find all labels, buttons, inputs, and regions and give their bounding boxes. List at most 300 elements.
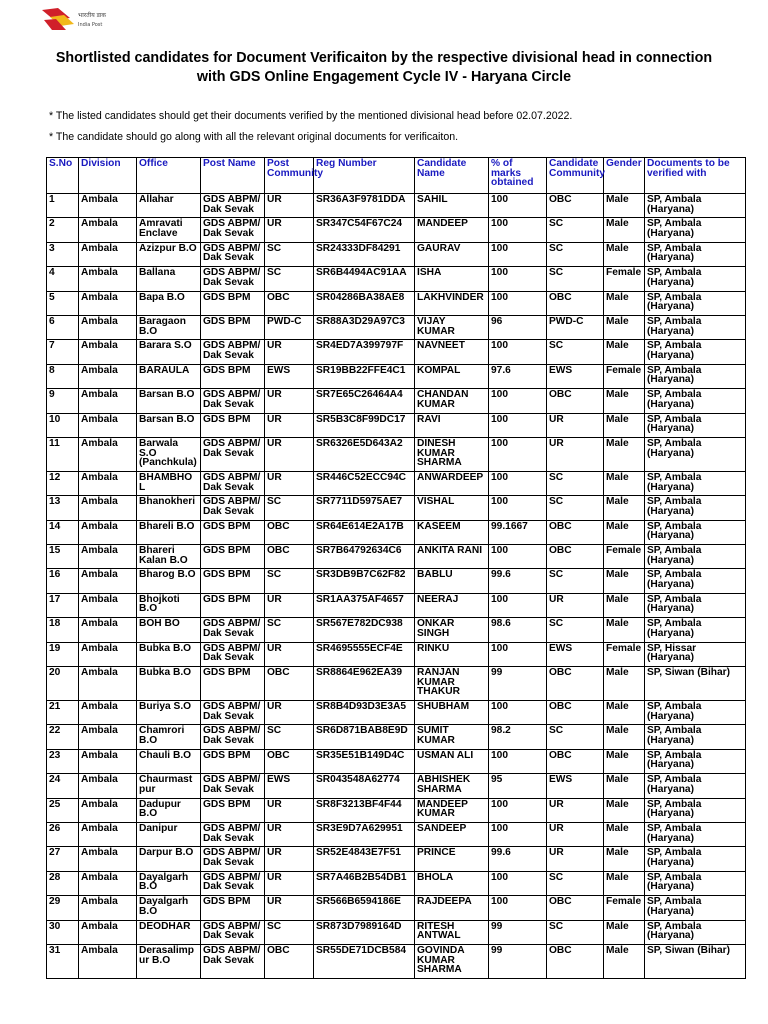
cell-division: Ambala xyxy=(79,774,137,798)
cell-post-community: UR xyxy=(265,896,314,920)
col-header-candidate-name: Candidate Name xyxy=(415,158,489,194)
cell-office: BOH BO xyxy=(137,618,201,642)
cell-post-community: UR xyxy=(265,218,314,242)
table-row xyxy=(47,822,746,846)
cell-marks: 100 xyxy=(489,267,547,291)
cell-reg-number: SR043548A62774 xyxy=(314,774,415,798)
table-body xyxy=(47,194,746,979)
cell-reg-number: SR6D871BAB8E9D xyxy=(314,725,415,749)
cell-marks: 100 xyxy=(489,471,547,495)
cell-office: Azizpur B.O xyxy=(137,242,201,266)
table-row xyxy=(47,725,746,749)
cell-documents: SP, Ambala (Haryana) xyxy=(645,822,746,846)
cell-post-name: GDS BPM xyxy=(201,520,265,544)
page-title xyxy=(30,49,738,87)
cell-sno: 12 xyxy=(47,471,79,495)
cell-marks: 99 xyxy=(489,667,547,701)
cell-sno: 27 xyxy=(47,847,79,871)
cell-candidate-community: SC xyxy=(547,218,604,242)
cell-documents: SP, Ambala (Haryana) xyxy=(645,774,746,798)
cell-gender: Male xyxy=(604,593,645,617)
cell-office: Dadupur B.O xyxy=(137,798,201,822)
cell-documents: SP, Ambala (Haryana) xyxy=(645,798,746,822)
cell-office: Barwala S.O (Panchkula) xyxy=(137,437,201,471)
cell-documents: SP, Ambala (Haryana) xyxy=(645,496,746,520)
cell-marks: 99 xyxy=(489,920,547,944)
cell-candidate-name: RINKU xyxy=(415,642,489,666)
table-row xyxy=(47,593,746,617)
cell-sno: 31 xyxy=(47,944,79,978)
table-row xyxy=(47,437,746,471)
cell-division: Ambala xyxy=(79,218,137,242)
cell-division: Ambala xyxy=(79,725,137,749)
cell-office: Bubka B.O xyxy=(137,642,201,666)
cell-candidate-name: RAJDEEPA xyxy=(415,896,489,920)
cell-post-name: GDS BPM xyxy=(201,315,265,339)
cell-reg-number: SR4ED7A399797F xyxy=(314,340,415,364)
cell-marks: 96 xyxy=(489,315,547,339)
cell-post-community: SC xyxy=(265,725,314,749)
cell-division: Ambala xyxy=(79,437,137,471)
cell-candidate-community: SC xyxy=(547,920,604,944)
cell-division: Ambala xyxy=(79,315,137,339)
cell-sno: 24 xyxy=(47,774,79,798)
cell-division: Ambala xyxy=(79,267,137,291)
cell-documents: SP, Ambala (Haryana) xyxy=(645,520,746,544)
col-header-sno: S.No xyxy=(47,158,79,194)
cell-office: Ballana xyxy=(137,267,201,291)
cell-post-community: SC xyxy=(265,242,314,266)
cell-post-name: GDS BPM xyxy=(201,364,265,388)
cell-sno: 18 xyxy=(47,618,79,642)
cell-division: Ambala xyxy=(79,618,137,642)
cell-post-name: GDS ABPM/ Dak Sevak xyxy=(201,437,265,471)
cell-marks: 98.2 xyxy=(489,725,547,749)
cell-documents: SP, Ambala (Haryana) xyxy=(645,218,746,242)
cell-marks: 100 xyxy=(489,749,547,773)
cell-division: Ambala xyxy=(79,545,137,569)
cell-gender: Male xyxy=(604,569,645,593)
cell-post-community: SC xyxy=(265,496,314,520)
table-row xyxy=(47,847,746,871)
cell-candidate-name: VISHAL xyxy=(415,496,489,520)
cell-office: Baragaon B.O xyxy=(137,315,201,339)
cell-marks: 100 xyxy=(489,545,547,569)
cell-marks: 95 xyxy=(489,774,547,798)
cell-gender: Male xyxy=(604,315,645,339)
table-row xyxy=(47,944,746,978)
cell-reg-number: SR8B4D93D3E3A5 xyxy=(314,701,415,725)
table-row xyxy=(47,520,746,544)
table-row xyxy=(47,340,746,364)
col-header-reg-number: Reg Number xyxy=(314,158,415,194)
cell-sno: 26 xyxy=(47,822,79,846)
cell-sno: 9 xyxy=(47,389,79,413)
cell-post-community: SC xyxy=(265,920,314,944)
cell-division: Ambala xyxy=(79,364,137,388)
table-row xyxy=(47,701,746,725)
col-header-documents: Documents to be verified with xyxy=(645,158,746,194)
cell-marks: 100 xyxy=(489,218,547,242)
cell-sno: 23 xyxy=(47,749,79,773)
cell-post-name: GDS BPM xyxy=(201,798,265,822)
cell-post-community: UR xyxy=(265,798,314,822)
cell-marks: 100 xyxy=(489,340,547,364)
cell-post-community: UR xyxy=(265,194,314,218)
cell-reg-number: SR3DB9B7C62F82 xyxy=(314,569,415,593)
cell-candidate-name: USMAN ALI xyxy=(415,749,489,773)
cell-documents: SP, Ambala (Haryana) xyxy=(645,545,746,569)
note-2: * The candidate should go along with all the relevant original documents for verificaiton. xyxy=(49,131,459,143)
cell-candidate-name: NAVNEET xyxy=(415,340,489,364)
cell-division: Ambala xyxy=(79,920,137,944)
cell-office: Danipur xyxy=(137,822,201,846)
table-header-row xyxy=(47,158,746,194)
cell-marks: 100 xyxy=(489,642,547,666)
notes xyxy=(49,109,572,151)
candidates-table xyxy=(46,157,746,979)
cell-candidate-community: UR xyxy=(547,822,604,846)
cell-gender: Male xyxy=(604,520,645,544)
cell-post-name: GDS ABPM/ Dak Sevak xyxy=(201,701,265,725)
cell-marks: 97.6 xyxy=(489,364,547,388)
cell-marks: 100 xyxy=(489,896,547,920)
cell-candidate-name: NEERAJ xyxy=(415,593,489,617)
cell-post-name: GDS BPM xyxy=(201,413,265,437)
title-line-1: Shortlisted candidates for Document Verificaiton by the respective divisional head in connection xyxy=(55,50,713,66)
cell-reg-number: SR1AA375AF4657 xyxy=(314,593,415,617)
col-header-marks: % of marks obtained xyxy=(489,158,547,194)
cell-candidate-community: SC xyxy=(547,267,604,291)
col-header-post-community: Post Community xyxy=(265,158,314,194)
cell-documents: SP, Ambala (Haryana) xyxy=(645,413,746,437)
cell-gender: Female xyxy=(604,267,645,291)
cell-gender: Male xyxy=(604,667,645,701)
cell-gender: Male xyxy=(604,242,645,266)
cell-post-name: GDS ABPM/ Dak Sevak xyxy=(201,218,265,242)
cell-marks: 100 xyxy=(489,593,547,617)
cell-candidate-name: GAURAV xyxy=(415,242,489,266)
cell-reg-number: SR347C54F67C24 xyxy=(314,218,415,242)
cell-post-community: UR xyxy=(265,642,314,666)
cell-division: Ambala xyxy=(79,569,137,593)
table-row xyxy=(47,618,746,642)
cell-post-name: GDS ABPM/ Dak Sevak xyxy=(201,920,265,944)
cell-documents: SP, Ambala (Haryana) xyxy=(645,701,746,725)
cell-candidate-name: KASEEM xyxy=(415,520,489,544)
cell-marks: 100 xyxy=(489,242,547,266)
title-line-2: with GDS Online Engagement Cycle IV - Haryana Circle xyxy=(196,69,572,85)
table-row xyxy=(47,291,746,315)
table-row xyxy=(47,569,746,593)
cell-marks: 99 xyxy=(489,944,547,978)
cell-candidate-community: EWS xyxy=(547,364,604,388)
cell-candidate-community: SC xyxy=(547,618,604,642)
cell-documents: SP, Ambala (Haryana) xyxy=(645,194,746,218)
table-row xyxy=(47,364,746,388)
cell-sno: 20 xyxy=(47,667,79,701)
cell-reg-number: SR7E65C26464A4 xyxy=(314,389,415,413)
cell-office: Allahar xyxy=(137,194,201,218)
cell-candidate-name: LAKHVINDER xyxy=(415,291,489,315)
cell-candidate-community: SC xyxy=(547,471,604,495)
cell-reg-number: SR36A3F9781DDA xyxy=(314,194,415,218)
cell-marks: 100 xyxy=(489,413,547,437)
cell-marks: 100 xyxy=(489,496,547,520)
cell-sno: 4 xyxy=(47,267,79,291)
cell-division: Ambala xyxy=(79,340,137,364)
cell-documents: SP, Ambala (Haryana) xyxy=(645,871,746,895)
cell-office: BHAMBHO L xyxy=(137,471,201,495)
cell-candidate-name: SANDEEP xyxy=(415,822,489,846)
cell-reg-number: SR7B64792634C6 xyxy=(314,545,415,569)
cell-candidate-name: GOVINDA KUMAR SHARMA xyxy=(415,944,489,978)
cell-post-community: UR xyxy=(265,413,314,437)
table-row xyxy=(47,774,746,798)
cell-gender: Male xyxy=(604,437,645,471)
cell-post-community: OBC xyxy=(265,520,314,544)
cell-office: DEODHAR xyxy=(137,920,201,944)
cell-reg-number: SR567E782DC938 xyxy=(314,618,415,642)
cell-sno: 3 xyxy=(47,242,79,266)
cell-candidate-community: SC xyxy=(547,725,604,749)
cell-post-community: UR xyxy=(265,822,314,846)
cell-sno: 5 xyxy=(47,291,79,315)
cell-post-community: OBC xyxy=(265,291,314,315)
cell-post-name: GDS ABPM/ Dak Sevak xyxy=(201,642,265,666)
cell-gender: Female xyxy=(604,896,645,920)
table-row xyxy=(47,389,746,413)
cell-post-community: UR xyxy=(265,593,314,617)
cell-division: Ambala xyxy=(79,871,137,895)
cell-reg-number: SR4695555ECF4E xyxy=(314,642,415,666)
cell-reg-number: SR24333DF84291 xyxy=(314,242,415,266)
cell-reg-number: SR446C52ECC94C xyxy=(314,471,415,495)
table-row xyxy=(47,267,746,291)
cell-reg-number: SR64E614E2A17B xyxy=(314,520,415,544)
cell-office: Barsan B.O xyxy=(137,389,201,413)
cell-reg-number: SR6326E5D643A2 xyxy=(314,437,415,471)
col-header-candidate-community: Candidate Community xyxy=(547,158,604,194)
cell-sno: 15 xyxy=(47,545,79,569)
cell-documents: SP, Siwan (Bihar) xyxy=(645,944,746,978)
cell-sno: 11 xyxy=(47,437,79,471)
cell-post-community: UR xyxy=(265,437,314,471)
cell-documents: SP, Ambala (Haryana) xyxy=(645,569,746,593)
cell-documents: SP, Ambala (Haryana) xyxy=(645,920,746,944)
cell-reg-number: SR88A3D29A97C3 xyxy=(314,315,415,339)
cell-candidate-community: PWD-C xyxy=(547,315,604,339)
cell-post-name: GDS BPM xyxy=(201,896,265,920)
cell-division: Ambala xyxy=(79,520,137,544)
cell-reg-number: SR6B4494AC91AA xyxy=(314,267,415,291)
cell-reg-number: SR5B3C8F99DC17 xyxy=(314,413,415,437)
cell-post-community: SC xyxy=(265,569,314,593)
cell-candidate-community: UR xyxy=(547,413,604,437)
cell-gender: Male xyxy=(604,798,645,822)
cell-candidate-name: MANDEEP KUMAR xyxy=(415,798,489,822)
cell-candidate-community: OBC xyxy=(547,749,604,773)
cell-candidate-community: OBC xyxy=(547,896,604,920)
cell-post-name: GDS ABPM/ Dak Sevak xyxy=(201,774,265,798)
cell-marks: 100 xyxy=(489,291,547,315)
table-row xyxy=(47,798,746,822)
cell-division: Ambala xyxy=(79,413,137,437)
cell-post-name: GDS ABPM/ Dak Sevak xyxy=(201,871,265,895)
table-row xyxy=(47,218,746,242)
cell-post-name: GDS ABPM/ Dak Sevak xyxy=(201,471,265,495)
cell-marks: 100 xyxy=(489,437,547,471)
cell-candidate-name: VIJAY KUMAR xyxy=(415,315,489,339)
table-row xyxy=(47,920,746,944)
cell-sno: 29 xyxy=(47,896,79,920)
cell-post-name: GDS ABPM/ Dak Sevak xyxy=(201,725,265,749)
cell-office: Barara S.O xyxy=(137,340,201,364)
cell-post-name: GDS BPM xyxy=(201,749,265,773)
cell-post-name: GDS ABPM/ Dak Sevak xyxy=(201,242,265,266)
cell-office: Darpur B.O xyxy=(137,847,201,871)
cell-reg-number: SR3E9D7A629951 xyxy=(314,822,415,846)
cell-sno: 25 xyxy=(47,798,79,822)
cell-reg-number: SR7A46B2B54DB1 xyxy=(314,871,415,895)
col-header-division: Division xyxy=(79,158,137,194)
cell-sno: 21 xyxy=(47,701,79,725)
cell-post-name: GDS ABPM/ Dak Sevak xyxy=(201,496,265,520)
cell-gender: Female xyxy=(604,364,645,388)
cell-post-name: GDS BPM xyxy=(201,291,265,315)
cell-gender: Female xyxy=(604,545,645,569)
cell-documents: SP, Ambala (Haryana) xyxy=(645,340,746,364)
cell-gender: Female xyxy=(604,642,645,666)
cell-candidate-name: MANDEEP xyxy=(415,218,489,242)
cell-sno: 16 xyxy=(47,569,79,593)
cell-reg-number: SR7711D5975AE7 xyxy=(314,496,415,520)
cell-gender: Male xyxy=(604,618,645,642)
cell-sno: 17 xyxy=(47,593,79,617)
cell-candidate-name: DINESH KUMAR SHARMA xyxy=(415,437,489,471)
cell-candidate-name: SHUBHAM xyxy=(415,701,489,725)
cell-documents: SP, Ambala (Haryana) xyxy=(645,267,746,291)
cell-office: Dayalgarh B.O xyxy=(137,871,201,895)
cell-division: Ambala xyxy=(79,242,137,266)
cell-candidate-community: UR xyxy=(547,847,604,871)
col-header-gender: Gender xyxy=(604,158,645,194)
table-row xyxy=(47,194,746,218)
cell-gender: Male xyxy=(604,194,645,218)
cell-reg-number: SR873D7989164D xyxy=(314,920,415,944)
cell-candidate-community: UR xyxy=(547,798,604,822)
cell-gender: Male xyxy=(604,218,645,242)
cell-gender: Male xyxy=(604,944,645,978)
cell-sno: 8 xyxy=(47,364,79,388)
cell-sno: 19 xyxy=(47,642,79,666)
cell-gender: Male xyxy=(604,774,645,798)
cell-reg-number: SR19BB22FFE4C1 xyxy=(314,364,415,388)
cell-office: Chamrori B.O xyxy=(137,725,201,749)
cell-gender: Male xyxy=(604,749,645,773)
cell-sno: 2 xyxy=(47,218,79,242)
cell-candidate-name: RAVI xyxy=(415,413,489,437)
cell-sno: 7 xyxy=(47,340,79,364)
india-post-logo-icon xyxy=(40,6,114,32)
cell-documents: SP, Ambala (Haryana) xyxy=(645,437,746,471)
logo-text: भारतीय डाक xyxy=(78,12,106,19)
cell-marks: 100 xyxy=(489,871,547,895)
cell-office: Bapa B.O xyxy=(137,291,201,315)
cell-division: Ambala xyxy=(79,847,137,871)
cell-sno: 14 xyxy=(47,520,79,544)
cell-post-name: GDS BPM xyxy=(201,593,265,617)
cell-candidate-community: UR xyxy=(547,437,604,471)
cell-division: Ambala xyxy=(79,194,137,218)
cell-gender: Male xyxy=(604,413,645,437)
cell-division: Ambala xyxy=(79,701,137,725)
cell-division: Ambala xyxy=(79,471,137,495)
logo-tagline: India Post xyxy=(78,22,103,28)
cell-documents: SP, Ambala (Haryana) xyxy=(645,725,746,749)
cell-sno: 30 xyxy=(47,920,79,944)
cell-office: Chaurmast pur xyxy=(137,774,201,798)
cell-candidate-name: CHANDAN KUMAR xyxy=(415,389,489,413)
cell-candidate-name: SUMIT KUMAR xyxy=(415,725,489,749)
cell-post-name: GDS ABPM/ Dak Sevak xyxy=(201,389,265,413)
note-1: * The listed candidates should get their documents verified by the mentioned divisional head before 02.07.2022. xyxy=(49,110,573,122)
cell-post-community: UR xyxy=(265,871,314,895)
cell-reg-number: SR8864E962EA39 xyxy=(314,667,415,701)
table-row xyxy=(47,315,746,339)
cell-candidate-community: OBC xyxy=(547,194,604,218)
cell-documents: SP, Ambala (Haryana) xyxy=(645,471,746,495)
cell-documents: SP, Ambala (Haryana) xyxy=(645,593,746,617)
cell-candidate-name: ANWARDEEP xyxy=(415,471,489,495)
cell-gender: Male xyxy=(604,389,645,413)
table-row xyxy=(47,642,746,666)
table-row xyxy=(47,242,746,266)
cell-division: Ambala xyxy=(79,642,137,666)
cell-office: Derasalimp ur B.O xyxy=(137,944,201,978)
cell-marks: 99.6 xyxy=(489,847,547,871)
cell-documents: SP, Ambala (Haryana) xyxy=(645,847,746,871)
cell-candidate-name: ISHA xyxy=(415,267,489,291)
cell-post-community: SC xyxy=(265,618,314,642)
cell-sno: 28 xyxy=(47,871,79,895)
table-row xyxy=(47,413,746,437)
cell-office: Bhojkoti B.O xyxy=(137,593,201,617)
cell-candidate-name: RANJAN KUMAR THAKUR xyxy=(415,667,489,701)
cell-candidate-name: PRINCE xyxy=(415,847,489,871)
cell-candidate-community: OBC xyxy=(547,520,604,544)
cell-gender: Male xyxy=(604,725,645,749)
cell-sno: 10 xyxy=(47,413,79,437)
col-header-office: Office xyxy=(137,158,201,194)
cell-post-name: GDS ABPM/ Dak Sevak xyxy=(201,340,265,364)
cell-post-name: GDS ABPM/ Dak Sevak xyxy=(201,194,265,218)
cell-post-community: UR xyxy=(265,471,314,495)
cell-reg-number: SR8F3213BF4F44 xyxy=(314,798,415,822)
cell-candidate-community: SC xyxy=(547,242,604,266)
cell-post-community: EWS xyxy=(265,774,314,798)
cell-sno: 22 xyxy=(47,725,79,749)
cell-division: Ambala xyxy=(79,798,137,822)
cell-division: Ambala xyxy=(79,896,137,920)
cell-marks: 100 xyxy=(489,194,547,218)
cell-post-community: OBC xyxy=(265,545,314,569)
cell-sno: 6 xyxy=(47,315,79,339)
cell-office: BARAULA xyxy=(137,364,201,388)
cell-marks: 100 xyxy=(489,701,547,725)
cell-post-community: EWS xyxy=(265,364,314,388)
cell-candidate-name: BABLU xyxy=(415,569,489,593)
